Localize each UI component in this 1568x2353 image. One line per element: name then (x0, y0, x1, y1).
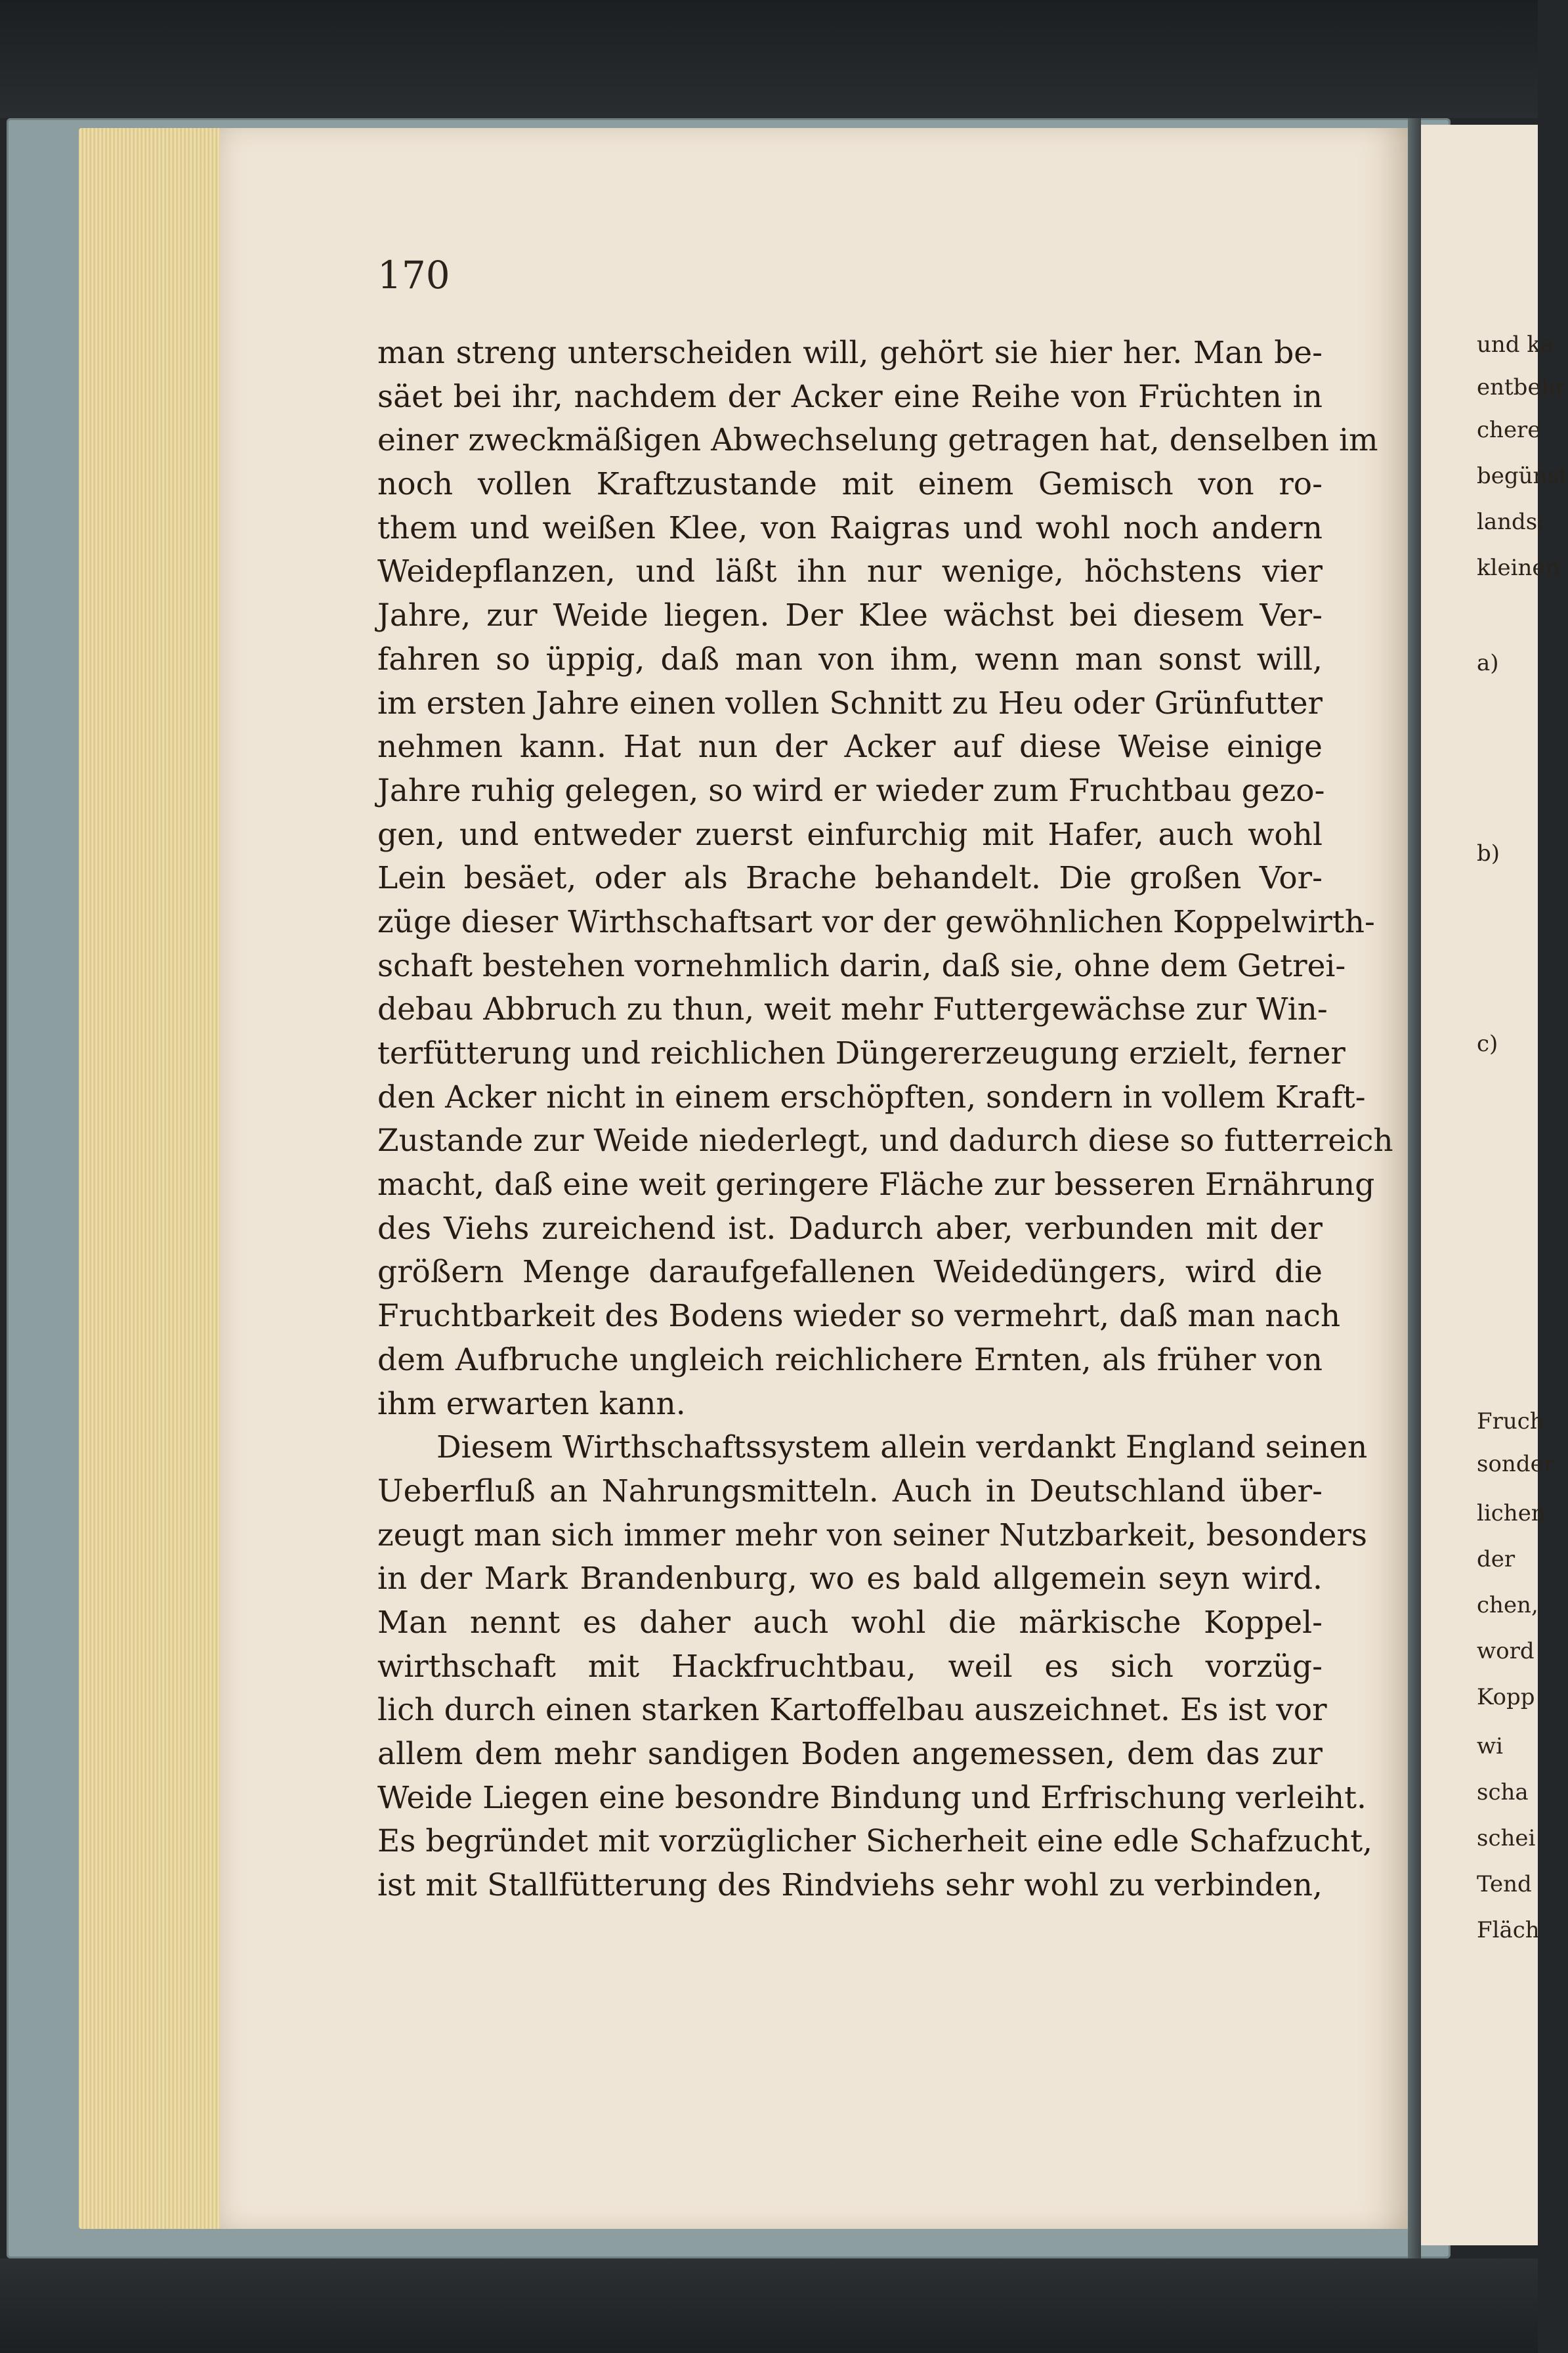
text-line: ihm erwarten kann. (377, 1385, 686, 1422)
next-page-fragment: wi (1477, 1733, 1503, 1759)
text-line: Zustande zur Weide niederlegt, und dadurch diese so futterreich (377, 1123, 1393, 1159)
text-line: schaft bestehen vornehmlich darin, daß sie, ohne dem Getrei- (377, 947, 1346, 984)
next-page-fragment: sonder (1477, 1451, 1554, 1477)
text-line: Jahre ruhig gelegen, so wird er wieder zum Fruchtbau gezo- (377, 772, 1325, 809)
text-line: lich durch einen starken Kartoffelbau auszeichnet. Es ist vor (377, 1692, 1327, 1729)
text-line: Weidepflanzen, und läßt ihn nur wenige, höchstens vier (377, 553, 1323, 590)
book-gutter (1408, 118, 1421, 2258)
text-line: züge dieser Wirthschaftsart vor der gewöhnlichen Koppelwirth- (377, 903, 1375, 940)
text-line: fahren so üppig, daß man von ihm, wenn man sonst will, (377, 641, 1323, 678)
next-page-fragment: Kopp (1477, 1684, 1535, 1710)
text-line: gen, und entweder zuerst einfurchig mit Hafer, auch wohl (377, 816, 1323, 853)
next-page-fragment: chere (1477, 417, 1541, 443)
next-page-fragment: lands; (1477, 509, 1545, 535)
text-line: wirthschaft mit Hackfruchtbau, weil es sich vorzüg- (377, 1648, 1323, 1685)
next-page-fragment: chen, (1477, 1592, 1538, 1618)
text-line: them und weißen Klee, von Raigras und wohl noch andern (377, 509, 1323, 546)
background-cloth-bottom (0, 2258, 1538, 2353)
next-page-fragment: schei (1477, 1825, 1536, 1851)
next-page-fragment: b) (1477, 840, 1500, 867)
text-line: terfütterung und reichlichen Düngererzeugung erzielt, ferner (377, 1035, 1346, 1071)
text-line: dem Aufbruche ungleich reichlichere Ernten, als früher von (377, 1341, 1323, 1378)
next-page-fragment: a) (1477, 650, 1499, 676)
next-page-fragment: Tend (1477, 1871, 1532, 1897)
text-line: nehmen kann. Hat nun der Acker auf diese Weise einige (377, 729, 1323, 766)
next-page-fragment: entbehr (1477, 374, 1566, 400)
text-line: debau Abbruch zu thun, weit mehr Futtergewächse zur Win- (377, 991, 1328, 1028)
text-line: noch vollen Kraftzustande mit einem Gemisch von ro- (377, 466, 1323, 503)
text-line: Man nennt es daher auch wohl die märkische Koppel- (377, 1604, 1323, 1641)
text-line: macht, daß eine weit geringere Fläche zur besseren Ernährung (377, 1167, 1375, 1203)
text-line: einer zweckmäßigen Abwechselung getragen hat, denselben im (377, 422, 1378, 459)
next-page-fragment: scha (1477, 1779, 1529, 1805)
text-line: Lein besäet, oder als Brache behandelt. Die großen Vor- (377, 860, 1323, 897)
next-page-fragment: und ka (1477, 332, 1554, 358)
text-line: man streng unterscheiden will, gehört sie hier her. Man be- (377, 335, 1323, 371)
next-page-fragment: begünst (1477, 463, 1568, 489)
next-page-fragment: word (1477, 1638, 1535, 1664)
text-line: zeugt man sich immer mehr von seiner Nutzbarkeit, besonders (377, 1517, 1367, 1553)
next-page-fragment: kleinen (1477, 555, 1560, 581)
text-line: Es begründet mit vorzüglicher Sicherheit eine edle Schafzucht, (377, 1823, 1373, 1860)
next-page-fragment: Fläch (1477, 1917, 1540, 1943)
next-page-fragment: lichen (1477, 1500, 1546, 1526)
text-line: säet bei ihr, nachdem der Acker eine Reihe von Früchten in (377, 378, 1323, 415)
text-line: Weide Liegen eine besondre Bindung und Erfrischung verleiht. (377, 1779, 1367, 1816)
page-edges (79, 128, 223, 2229)
text-line: in der Mark Brandenburg, wo es bald allgemein seyn wird. (377, 1561, 1323, 1597)
page-number: 170 (377, 253, 450, 297)
text-line: des Viehs zureichend ist. Dadurch aber, verbunden mit der (377, 1210, 1323, 1247)
text-line: Ueberfluß an Nahrungsmitteln. Auch in Deutschland über- (377, 1473, 1323, 1509)
text-line: allem dem mehr sandigen Boden angemessen, dem das zur (377, 1736, 1323, 1772)
next-page-fragment: Fruch (1477, 1408, 1544, 1435)
text-line: Fruchtbarkeit des Bodens wieder so vermehrt, daß man nach (377, 1298, 1341, 1335)
text-line: im ersten Jahre einen vollen Schnitt zu Heu oder Grünfutter (377, 685, 1323, 722)
next-page-fragment: c) (1477, 1031, 1498, 1057)
page-body-text (377, 332, 1393, 1908)
text-line: Jahre, zur Weide liegen. Der Klee wächst bei diesem Ver- (377, 597, 1323, 634)
text-line: größern Menge daraufgefallenen Weidedüngers, wird die (377, 1254, 1323, 1291)
text-line: Diesem Wirthschaftssystem allein verdankt England seinen (436, 1429, 1368, 1466)
background-cloth-top (0, 0, 1538, 118)
next-page-fragment: der (1477, 1546, 1515, 1572)
text-line: ist mit Stallfütterung des Rindviehs sehr wohl zu verbinden, (377, 1867, 1323, 1904)
text-line: den Acker nicht in einem erschöpften, sondern in vollem Kraft- (377, 1079, 1366, 1115)
